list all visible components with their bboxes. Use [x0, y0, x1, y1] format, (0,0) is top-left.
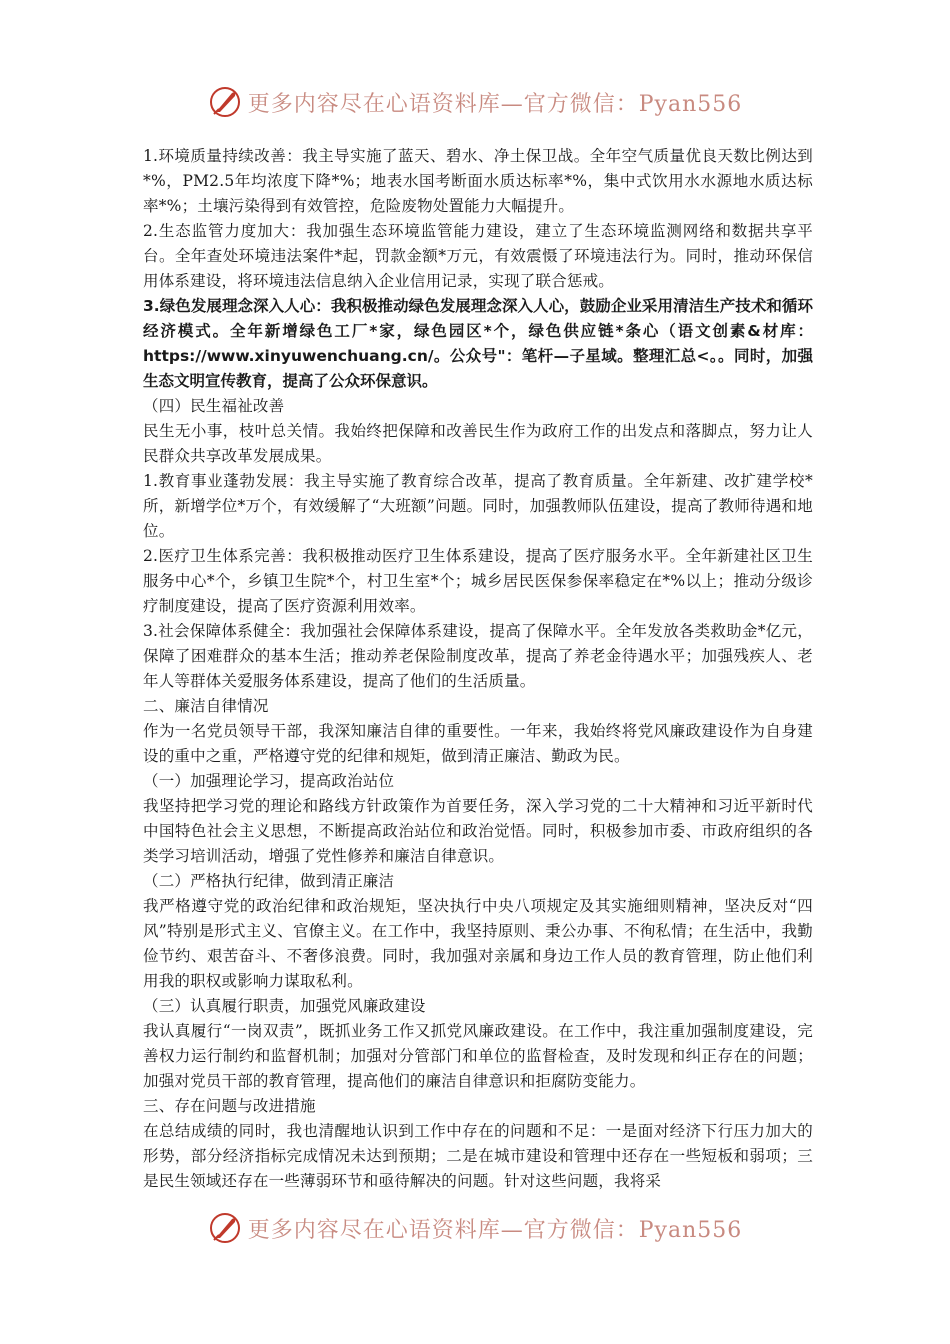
paragraph-bold: 3.绿色发展理念深入人心：我积极推动绿色发展理念深入人心，鼓励企业采用清洁生产技术和循环经济模式。全年新增绿色工厂*家，绿色园区*个，绿色供应链*条心（语文创素&材库：https://www.xinyuwenchuang.cn/。公众号"：笔杆—子星域。整理汇总<。。同时，加强生态文明宣传教育，提高了公众环保意识。: [143, 297, 813, 390]
paragraph: 我坚持把学习党的理论和路线方针政策作为首要任务，深入学习党的二十大精神和习近平新时代中国特色社会主义思想，不断提高政治站位和政治觉悟。同时，积极参加市委、市政府组织的各类学习培训活动，增强了党性修养和廉洁自律意识。: [143, 797, 813, 865]
paragraph: 民生无小事，枝叶总关情。我始终把保障和改善民生作为政府工作的出发点和落脚点，努力让人民群众共享改革发展成果。: [143, 422, 813, 465]
footer-watermark-banner: [0, 1208, 950, 1248]
paragraph: 3.社会保障体系健全：我加强社会保障体系建设，提高了保障水平。全年发放各类救助金*亿元，保障了困难群众的基本生活；推动养老保险制度改革，提高了养老金待遇水平；加强残疾人、老年人等群体关爱服务体系建设，提高了他们的生活质量。: [143, 622, 813, 690]
paragraph: 在总结成绩的同时，我也清醒地认识到工作中存在的问题和不足：一是面对经济下行压力加大的形势，部分经济指标完成情况未达到预期；二是在城市建设和管理中还存在一些短板和弱项；三是民生领域还存在一些薄弱环节和亟待解决的问题。针对这些问题，我将采: [143, 1122, 813, 1190]
paragraph: 1.教育事业蓬勃发展：我主导实施了教育综合改革，提高了教育质量。全年新建、改扩建学校*所，新增学位*万个，有效缓解了“大班额”问题。同时，加强教师队伍建设，提高了教师待遇和地位。: [143, 472, 813, 540]
header-watermark-banner: [0, 82, 950, 122]
section-heading: 三、存在问题与改进措施: [143, 1097, 316, 1115]
watermark-text: 更多内容尽在心语资料库—官方微信：Pyan556: [247, 91, 743, 117]
paragraph: 1.环境质量持续改善：我主导实施了蓝天、碧水、净土保卫战。全年空气质量优良天数比例达到*%，PM2.5年均浓度下降*%；地表水国考断面水质达标率*%，集中式饮用水水源地水质达标率*%；土壤污染得到有效管控，危险废物处置能力大幅提升。: [143, 147, 813, 215]
paragraph: 2.生态监管力度加大：我加强生态环境监管能力建设，建立了生态环境监测网络和数据共享平台。全年查处环境违法案件*起，罚款金额*万元，有效震慑了环境违法行为。同时，推动环保信用体系建设，将环境违法信息纳入企业信用记录，实现了联合惩戒。: [143, 222, 813, 290]
paragraph: 我严格遵守党的政治纪律和政治规矩，坚决执行中央八项规定及其实施细则精神，坚决反对“四风”特别是形式主义、官僚主义。在工作中，我坚持原则、秉公办事、不徇私情；在生活中，我勤俭节约、艰苦奋斗、不奢侈浪费。同时，我加强对亲属和身边工作人员的教育管理，防止他们利用我的职权或影响力谋取私利。: [143, 897, 813, 990]
document-body: [143, 144, 813, 1194]
paragraph: 我认真履行“一岗双责”，既抓业务工作又抓党风廉政建设。在工作中，我注重加强制度建设，完善权力运行制约和监督机制；加强对分管部门和单位的监督检查，及时发现和纠正存在的问题；加强对党员干部的教育管理，提高他们的廉洁自律意识和拒腐防变能力。: [143, 1022, 813, 1090]
section-heading: （二）严格执行纪律，做到清正廉洁: [143, 872, 395, 890]
section-heading: 二、廉洁自律情况: [143, 697, 269, 715]
section-heading: （四）民生福祉改善: [143, 397, 285, 415]
section-heading: （三）认真履行职责，加强党风廉政建设: [143, 997, 426, 1015]
paragraph: 作为一名党员领导干部，我深知廉洁自律的重要性。一年来，我始终将党风廉政建设作为自身建设的重中之重，严格遵守党的纪律和规矩，做到清正廉洁、勤政为民。: [143, 722, 813, 765]
watermark-text: 更多内容尽在心语资料库—官方微信：Pyan556: [247, 1217, 743, 1243]
quill-logo-icon: [208, 85, 242, 119]
quill-logo-icon: [208, 1211, 242, 1245]
section-heading: （一）加强理论学习，提高政治站位: [143, 772, 395, 790]
paragraph: 2.医疗卫生体系完善：我积极推动医疗卫生体系建设，提高了医疗服务水平。全年新建社区卫生服务中心*个，乡镇卫生院*个，村卫生室*个；城乡居民医保参保率稳定在*%以上；推动分级诊疗制度建设，提高了医疗资源利用效率。: [143, 547, 813, 615]
